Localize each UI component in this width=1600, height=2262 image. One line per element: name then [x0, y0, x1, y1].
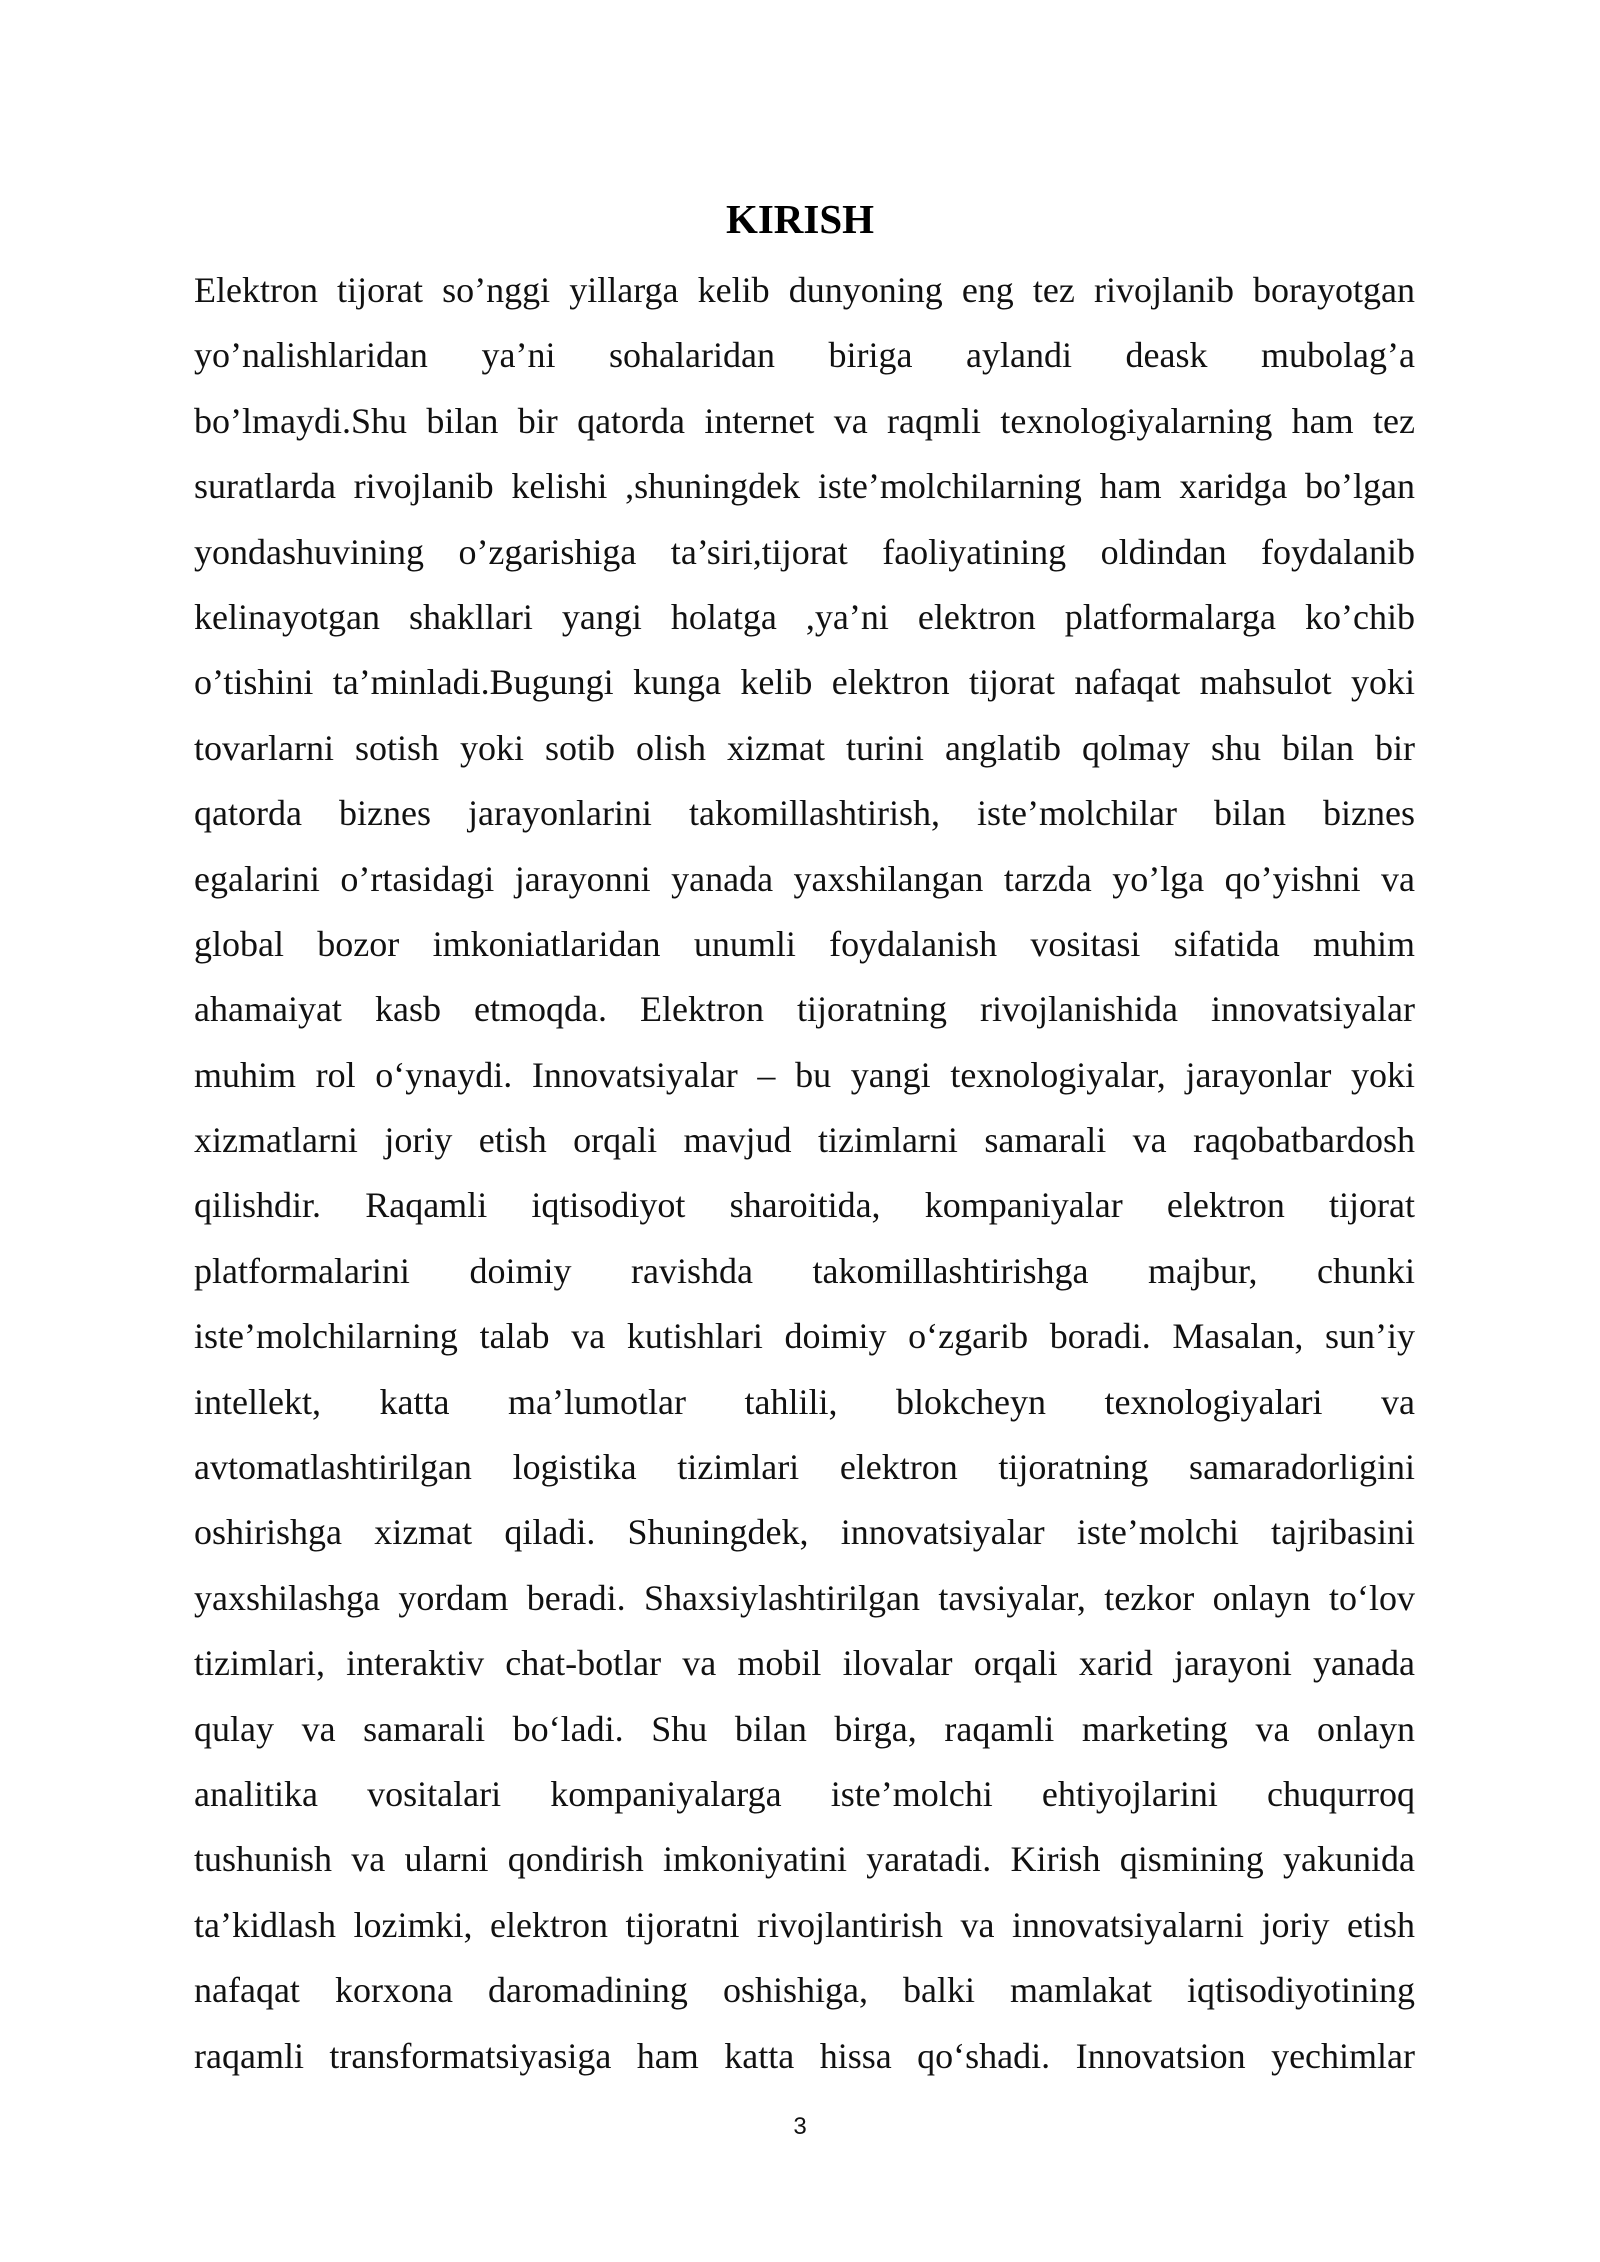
- text-line: Elektron tijorat so’nggi yillarga kelib dunyoning eng tez rivojlanib borayotgan: [194, 270, 1415, 310]
- text-line: analitika vositalari kompaniyalarga iste’molchi ehtiyojlarini chuqurroq: [194, 1773, 1415, 1814]
- text-line: platformalarini doimiy ravishda takomillashtirishga majbur, chunki: [194, 1250, 1415, 1291]
- text-line: ta’kidlash lozimki, elektron tijoratni rivojlantirish va innovatsiyalarni joriy etish: [194, 1904, 1415, 1945]
- text-line: qulay va samarali bo‘ladi. Shu bilan birga, raqamli marketing va onlayn: [194, 1708, 1415, 1749]
- text-line: yondashuvining o’zgarishiga ta’siri,tijorat faoliyatining oldindan foydalanib: [194, 531, 1415, 572]
- text-line: xizmatlarni joriy etish orqali mavjud tizimlarni samarali va raqobatbardosh: [194, 1120, 1415, 1161]
- text-line: egalarini o’rtasidagi jarayonni yanada yaxshilangan tarzda yo’lga qo’yishni va: [194, 858, 1415, 899]
- body-paragraph: [194, 262, 1415, 2093]
- text-line: avtomatlashtirilgan logistika tizimlari elektron tijoratning samaradorligini: [194, 1447, 1415, 1488]
- text-line: kelinayotgan shakllari yangi holatga ,ya’ni elektron platformalarga ko’chib: [194, 596, 1415, 637]
- text-line: o’tishini ta’minladi.Bugungi kunga kelib elektron tijorat nafaqat mahsulot yoki: [194, 662, 1415, 703]
- text-line: tushunish va ularni qondirish imkoniyatini yaratadi. Kirish qismining yakunida: [194, 1839, 1415, 1880]
- text-line: muhim rol o‘ynaydi. Innovatsiyalar – bu yangi texnologiyalar, jarayonlar yoki: [194, 1054, 1415, 1095]
- text-line: yo’nalishlaridan ya’ni sohalaridan biriga aylandi deask mubolag’a: [194, 335, 1415, 376]
- text-line: iste’molchilarning talab va kutishlari doimiy o‘zgarib boradi. Masalan, sun’iy: [194, 1316, 1415, 1357]
- text-line: global bozor imkoniatlaridan unumli foydalanish vositasi sifatida muhim: [194, 923, 1415, 964]
- text-line: raqamli transformatsiyasiga ham katta hissa qo‘shadi. Innovatsion yechimlar: [194, 2035, 1415, 2076]
- text-line: suratlarda rivojlanib kelishi ,shuningdek iste’molchilarning ham xaridga bo’lgan: [194, 466, 1415, 507]
- page-number: 3: [793, 2113, 807, 2140]
- text-line: oshirishga xizmat qiladi. Shuningdek, innovatsiyalar iste’molchi tajribasini: [194, 1512, 1415, 1553]
- text-line: qatorda biznes jarayonlarini takomillashtirish, iste’molchilar bilan biznes: [194, 793, 1415, 834]
- text-line: intellekt, katta ma’lumotlar tahlili, blokcheyn texnologiyalari va: [194, 1381, 1415, 1422]
- text-line: nafaqat korxona daromadining oshishiga, balki mamlakat iqtisodiyotining: [194, 1970, 1415, 2011]
- text-line: bo’lmaydi.Shu bilan bir qatorda internet va raqmli texnologiyalarning ham tez: [194, 400, 1415, 441]
- text-line: tovarlarni sotish yoki sotib olish xizmat turini anglatib qolmay shu bilan bir: [194, 727, 1415, 768]
- text-line: yaxshilashga yordam beradi. Shaxsiylashtirilgan tavsiyalar, tezkor onlayn to‘lov: [194, 1577, 1415, 1618]
- text-line: tizimlari, interaktiv chat-botlar va mobil ilovalar orqali xarid jarayoni yanada: [194, 1643, 1415, 1684]
- text-line: qilishdir. Raqamli iqtisodiyot sharoitida, kompaniyalar elektron tijorat: [194, 1185, 1415, 1226]
- page-title: KIRISH: [725, 196, 875, 242]
- text-line: ahamaiyat kasb etmoqda. Elektron tijoratning rivojlanishida innovatsiyalar: [194, 989, 1415, 1030]
